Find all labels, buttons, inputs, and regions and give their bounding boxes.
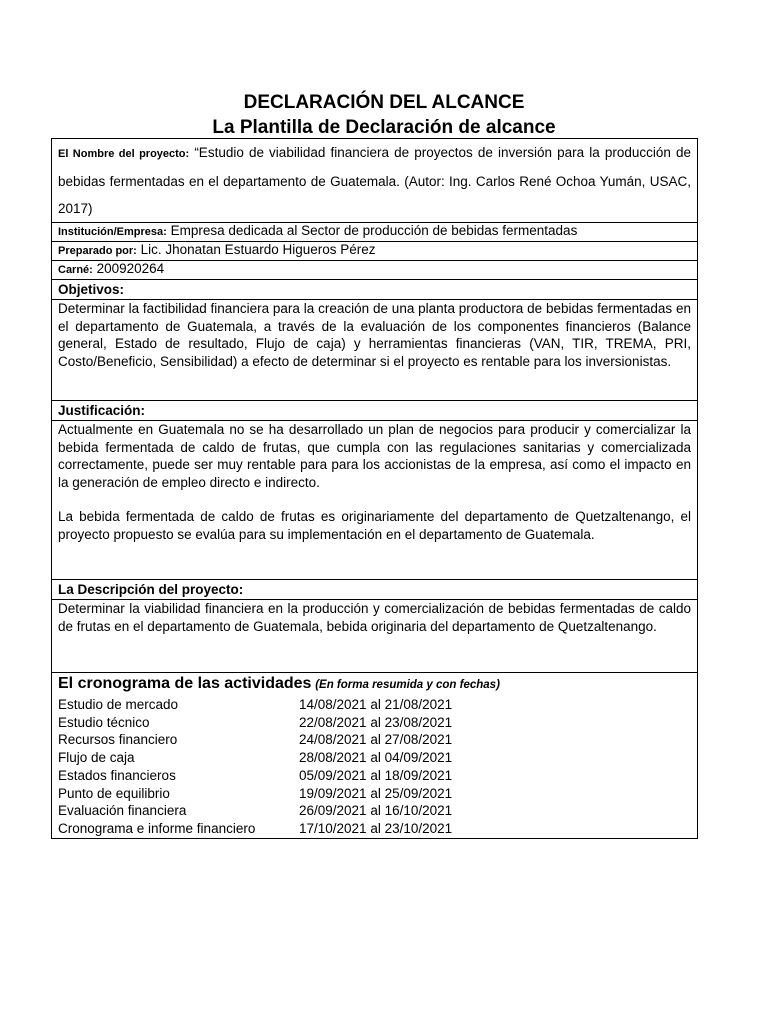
cronograma-note: (En forma resumida y con fechas) <box>315 679 500 691</box>
schedule-row <box>58 696 691 714</box>
objetivos-text-row <box>52 300 698 401</box>
prepared-by-label: Preparado por: <box>58 245 137 257</box>
schedule-activity: Estados financieros <box>58 767 176 783</box>
descripcion-text-row <box>52 600 698 673</box>
schedule-activity: Punto de equilibrio <box>58 785 170 801</box>
project-name-cell <box>52 139 698 223</box>
prepared-by-cell <box>52 242 698 261</box>
scope-table <box>51 138 698 839</box>
schedule-activity: Estudio técnico <box>58 714 150 730</box>
justificacion-heading-row <box>52 401 698 421</box>
cronograma-heading: El cronograma de las actividades <box>58 675 312 692</box>
objetivos-text: Determinar la factibilidad financiera para la creación de una planta productora de bebidas fermentadas en el departamento de Guatemala, a través de la evaluación de los componentes financieros (Balance general, Estado de resultado, Flujo de caja) y herramientas financieras (VAN, TIR, TREMA, PRI, Costo/Beneficio, Sensibilidad) a efecto de determinar si el proyecto es rentable para los inversionistas. <box>52 300 698 401</box>
schedule-dates: 26/09/2021 al 16/10/2021 <box>299 803 453 819</box>
prepared-by-value: Lic. Jhonatan Estuardo Higueros Pérez <box>140 242 376 257</box>
carne-value: 200920264 <box>96 261 165 276</box>
project-name-row <box>52 139 698 223</box>
schedule-row <box>58 731 691 749</box>
justificacion-text-cell <box>52 421 698 580</box>
institution-cell <box>52 223 698 242</box>
project-name-value: “Estudio de viabilidad financiera de proyectos de inversión para la producción de bebidas fermentadas en el departamento de Guatemala. (Autor: Ing. Carlos René Ochoa Yumán, USAC, 2017) <box>58 145 691 216</box>
schedule-activity: Estudio de mercado <box>58 697 179 712</box>
institution-row <box>52 223 698 242</box>
schedule-dates: 17/10/2021 al 23/10/2021 <box>299 820 453 836</box>
objetivos-heading-row <box>52 280 698 300</box>
schedule-dates: 05/09/2021 al 18/09/2021 <box>299 767 453 783</box>
schedule-dates: 22/08/2021 al 23/08/2021 <box>299 714 453 730</box>
schedule-activity: Flujo de caja <box>58 750 135 766</box>
justificacion-paragraph-1: Actualmente en Guatemala no se ha desarrollado un plan de negocios para producir y comercializar la bebida fermentada de caldo de frutas, que cumpla con las regulaciones sanitarias y comercializada correctamente, puede ser muy rentable para para los accionistas de la empresa, así como el impacto en la generación de empleo directo e indirecto. <box>58 422 691 490</box>
institution-label: Institución/Empresa: <box>58 226 167 238</box>
descripcion-heading-row <box>52 580 698 600</box>
objetivos-heading: Objetivos: <box>52 280 698 300</box>
schedule-row <box>58 802 691 820</box>
institution-value: Empresa dedicada al Sector de producción de bebidas fermentadas <box>170 223 578 238</box>
justificacion-text-row <box>52 421 698 580</box>
schedule-activity: Evaluación financiera <box>58 803 187 819</box>
project-name-label: El Nombre del proyecto: <box>58 148 190 160</box>
schedule-row <box>58 785 691 803</box>
prepared-by-row <box>52 242 698 261</box>
schedule-dates: 14/08/2021 al 21/08/2021 <box>299 697 453 712</box>
schedule-dates: 24/08/2021 al 27/08/2021 <box>299 732 453 748</box>
schedule-row <box>58 749 691 767</box>
schedule-row <box>58 820 691 838</box>
justificacion-paragraph-2: La bebida fermentada de caldo de frutas es originariamente del departamento de Quetzaltenango, el proyecto propuesto se evalúa para su implementación en el departamento de Guatemala. <box>58 509 691 542</box>
document-subtitle: La Plantilla de Declaración de alcance <box>212 117 556 138</box>
schedule-row <box>58 714 691 732</box>
schedule-dates: 28/08/2021 al 04/09/2021 <box>299 750 453 766</box>
schedule-activity: Cronograma e informe financiero <box>58 820 256 836</box>
document-title: DECLARACIÓN DEL ALCANCE <box>243 92 525 113</box>
descripcion-heading: La Descripción del proyecto: <box>52 580 698 600</box>
cronograma-cell <box>52 673 698 839</box>
carne-label: Carné: <box>58 264 93 276</box>
carne-cell <box>52 261 698 280</box>
schedule-row <box>58 767 691 785</box>
descripcion-text: Determinar la viabilidad financiera en la producción y comercialización de bebidas fermentadas de caldo de frutas en el departamento de Guatemala, bebida originaria del departamento de Quetzaltenango. <box>52 600 698 673</box>
schedule-activity: Recursos financiero <box>58 732 178 748</box>
justificacion-heading: Justificación: <box>52 401 698 421</box>
carne-row <box>52 261 698 280</box>
cronograma-row <box>52 673 698 839</box>
schedule-dates: 19/09/2021 al 25/09/2021 <box>299 785 453 801</box>
